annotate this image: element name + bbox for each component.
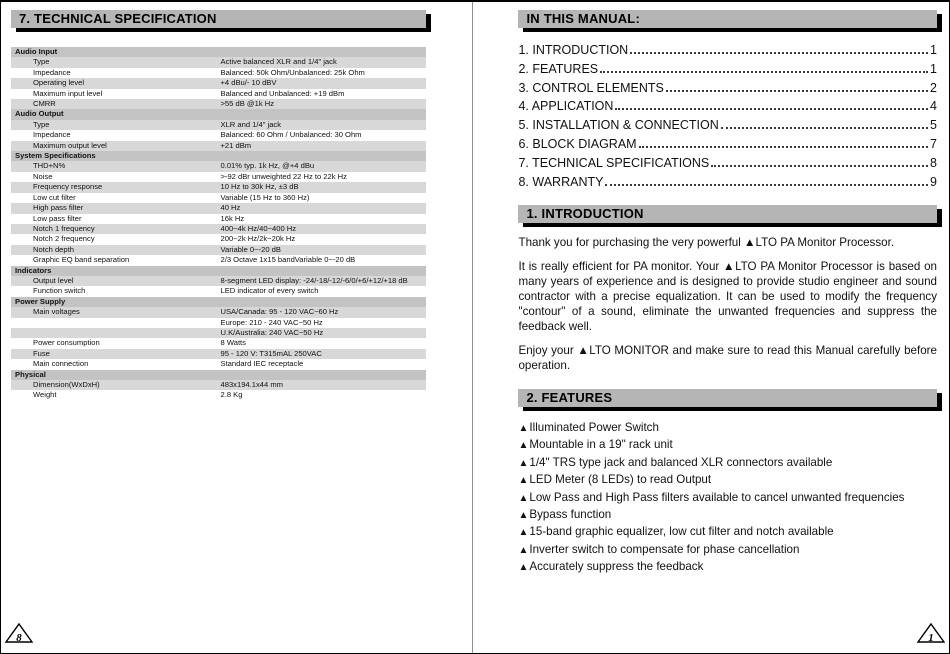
- triangle-bullet-icon: ▲: [518, 527, 529, 539]
- toc-item-label: 5. INSTALLATION & CONNECTION: [518, 118, 719, 133]
- spec-row: [11, 255, 426, 265]
- introduction-body: [518, 235, 937, 374]
- spec-section-row: [11, 370, 426, 380]
- toc-dot-leader: [630, 52, 928, 54]
- spec-row: [11, 349, 426, 359]
- features-heading: [518, 389, 937, 407]
- spec-value: LED indicator of every switch: [220, 286, 319, 296]
- spec-value: U.K/Australia: 240 VAC~50 Hz: [219, 328, 427, 338]
- page-number-right-text: 1: [928, 632, 934, 644]
- spec-section-label: Physical: [11, 370, 426, 380]
- feature-text: 1/4" TRS type jack and balanced XLR connectors available: [529, 455, 833, 469]
- spec-label: Notch 1 frequency: [11, 224, 219, 234]
- spec-section-label: Power Supply: [11, 297, 426, 307]
- toc-item-label: 8. WARRANTY: [518, 174, 604, 189]
- triangle-bullet-icon: ▲: [518, 510, 529, 522]
- triangle-bullet-icon: ▲: [518, 423, 529, 435]
- toc-item-label: 4. APPLICATION: [518, 99, 614, 114]
- spec-value: 400~4k Hz/40~400 Hz: [219, 224, 427, 234]
- feature-text: Accurately suppress the feedback: [529, 560, 704, 574]
- toc-dot-leader: [605, 184, 928, 186]
- corner-triangle-right: [917, 622, 945, 644]
- spec-label: Low pass filter: [33, 213, 82, 223]
- spec-label: Notch 2 frequency: [33, 234, 95, 244]
- spec-value: 483x194.1x44 mm: [219, 380, 427, 390]
- spec-value: 8-segment LED display: -24/-18/-12/-6/0/+6/+12/+18 dB: [219, 276, 427, 286]
- toc-item-label: 7. TECHNICAL SPECIFICATIONS: [518, 155, 710, 170]
- features-title: 2. FEATURES: [526, 390, 613, 406]
- feature-item: [518, 421, 937, 434]
- spec-section-label: System Specifications: [11, 151, 426, 161]
- feature-text: Mountable in a 19" rack unit: [529, 438, 673, 452]
- in-this-manual-title: IN THIS MANUAL:: [526, 11, 640, 26]
- feature-item: [518, 560, 937, 573]
- spec-row: [11, 120, 426, 130]
- spec-row: [11, 245, 426, 255]
- page-number-right: [917, 622, 945, 649]
- toc-item: [518, 43, 937, 57]
- toc-dot-leader: [639, 146, 928, 148]
- spec-row: [11, 390, 426, 400]
- feature-item: [518, 438, 937, 451]
- toc-page-number: 9: [930, 174, 937, 189]
- spec-value: Balanced and Unbalanced: +19 dBm: [220, 88, 345, 98]
- introduction-title: 1. INTRODUCTION: [526, 205, 644, 221]
- toc-page-number: 2: [930, 80, 937, 95]
- toc-dot-leader: [666, 90, 928, 92]
- toc-item-label: 3. CONTROL ELEMENTS: [518, 80, 664, 95]
- spec-label: Impedance: [33, 130, 71, 140]
- spec-label: Maximum input level: [33, 88, 103, 98]
- spec-section-row: [11, 47, 426, 57]
- spec-value: Balanced: 60 Ohm / Unbalanced: 30 Ohm: [220, 130, 362, 140]
- introduction-paragraph: Enjoy your ▲LTO MONITOR and make sure to read this Manual carefully before operation.: [518, 343, 937, 373]
- spec-label: Output level: [11, 276, 219, 286]
- toc-page-number: 5: [930, 118, 937, 133]
- spec-row: [11, 78, 426, 88]
- spec-value: 16k Hz: [220, 213, 245, 223]
- feature-item: [518, 491, 937, 504]
- feature-item: [518, 543, 937, 556]
- toc-dot-leader: [600, 71, 928, 73]
- technical-specification-heading: [11, 10, 426, 28]
- spec-row: [11, 99, 426, 109]
- spec-value: 40 Hz: [219, 203, 427, 213]
- spec-label: Operating level: [11, 78, 219, 88]
- spec-section-row: [11, 266, 426, 276]
- spec-label: Graphic EQ band separation: [33, 255, 130, 265]
- page-introduction: [473, 2, 949, 653]
- spec-row: [11, 193, 426, 203]
- spec-value: Europe: 210 - 240 VAC~50 Hz: [220, 317, 323, 327]
- spec-row: [11, 224, 426, 234]
- spec-label: Low cut filter: [33, 192, 76, 202]
- feature-text: LED Meter (8 LEDs) to read Output: [529, 473, 712, 487]
- introduction-heading: [518, 205, 937, 223]
- spec-value: >55 dB @1k Hz: [219, 99, 427, 109]
- spec-value: Active balanced XLR and 1/4" jack: [219, 57, 427, 67]
- toc-item: [518, 156, 937, 170]
- toc-dot-leader: [615, 108, 928, 110]
- spec-row: [11, 68, 426, 78]
- toc-item-label: 1. INTRODUCTION: [518, 43, 629, 57]
- spec-value: >-92 dBr unweighted 22 Hz to 22k Hz: [220, 171, 347, 181]
- spec-row: [11, 328, 426, 338]
- toc-page-number: 1: [930, 43, 937, 57]
- feature-text: Low Pass and High Pass filters available to cancel unwanted frequencies: [529, 490, 905, 504]
- spec-label: Function switch: [33, 286, 86, 296]
- spec-label: Notch depth: [11, 245, 219, 255]
- spec-section-label: Audio Output: [11, 109, 426, 119]
- triangle-bullet-icon: ▲: [518, 544, 529, 556]
- spec-value: +21 dBm: [219, 141, 427, 151]
- spec-row: [11, 307, 426, 317]
- triangle-bullet-icon: ▲: [518, 440, 529, 452]
- spec-row: [11, 182, 426, 192]
- feature-text: Bypass function: [529, 508, 612, 522]
- toc-item: [518, 99, 937, 113]
- triangle-bullet-icon: ▲: [518, 562, 529, 574]
- spec-value: Standard IEC receptacle: [220, 359, 304, 369]
- spec-row: [11, 318, 426, 328]
- spec-label: Main connection: [33, 359, 89, 369]
- spec-value: 2/3 Octave 1x15 bandVariable 0~-20 dB: [220, 255, 356, 265]
- spec-label: CMRR: [11, 99, 219, 109]
- feature-text: Illuminated Power Switch: [529, 421, 659, 435]
- toc-item-label: 6. BLOCK DIAGRAM: [518, 136, 637, 151]
- spec-row: [11, 214, 426, 224]
- toc-dot-leader: [711, 165, 928, 167]
- spec-row: [11, 130, 426, 140]
- toc-item: [518, 62, 937, 76]
- feature-item: [518, 456, 937, 469]
- feature-item: [518, 508, 937, 521]
- spec-label: Noise: [33, 171, 53, 181]
- spec-row: [11, 203, 426, 213]
- spec-label: [11, 328, 219, 338]
- spec-label: Fuse: [11, 349, 219, 359]
- toc-item: [518, 81, 937, 95]
- spec-label: Frequency response: [11, 182, 219, 192]
- feature-item: [518, 525, 937, 538]
- spec-label: Impedance: [33, 67, 71, 77]
- spec-value: 8 Watts: [220, 338, 246, 348]
- spec-row: [11, 89, 426, 99]
- triangle-bullet-icon: ▲: [518, 475, 529, 487]
- toc-page-number: 4: [930, 99, 937, 114]
- triangle-bullet-icon: ▲: [518, 457, 529, 469]
- toc-page-number: 8: [930, 155, 937, 170]
- spec-section-row: [11, 109, 426, 119]
- toc-item: [518, 175, 937, 189]
- feature-text: 15-band graphic equalizer, low cut filter and notch available: [529, 525, 834, 539]
- technical-specification-title: 7. TECHNICAL SPECIFICATION: [19, 11, 217, 26]
- spec-row: [11, 234, 426, 244]
- spec-label: THD+N%: [11, 161, 219, 171]
- spec-row: [11, 172, 426, 182]
- spec-row: [11, 380, 426, 390]
- features-list: [518, 421, 937, 573]
- spec-row: [11, 359, 426, 369]
- corner-triangle-left: [5, 622, 33, 644]
- page-number-left: [5, 622, 33, 649]
- spec-value: 0.01% typ. 1k Hz, @+4 dBu: [219, 161, 427, 171]
- spec-value: Variable 0~-20 dB: [219, 245, 427, 255]
- toc-list: [518, 43, 937, 189]
- in-this-manual-heading: [518, 10, 937, 28]
- introduction-paragraph: It is really efficient for PA monitor. Your ▲LTO PA Monitor Processor is based on many years of experience and is designed to provide studio engineer and sound contractor with a precise equalization. It can be used to modify the frequency "contour" of a sound, eliminate the unwanted frequencies and suppress the feedback well.: [518, 259, 937, 333]
- toc-item: [518, 118, 937, 132]
- spec-label: Maximum output level: [11, 141, 219, 151]
- spec-table-body: [11, 47, 426, 401]
- spec-label: [11, 318, 219, 328]
- spec-value: 2.8 Kg: [220, 390, 243, 400]
- toc-page-number: 1: [930, 61, 937, 76]
- toc-dot-leader: [721, 127, 928, 129]
- spec-label: Type: [11, 57, 219, 67]
- spec-value: Variable (15 Hz to 360 Hz): [220, 192, 310, 202]
- spec-label: Type: [11, 120, 219, 130]
- spec-row: [11, 286, 426, 296]
- spec-value: USA/Canada: 95 - 120 VAC~60 Hz: [219, 307, 427, 317]
- spec-section-label: Audio Input: [11, 47, 426, 57]
- spec-section-label: Indicators: [11, 266, 426, 276]
- triangle-bullet-icon: ▲: [518, 492, 529, 504]
- spec-row: [11, 141, 426, 151]
- spec-label: Weight: [33, 390, 57, 400]
- page-technical-specification: [1, 2, 472, 653]
- spec-value: +4 dBu/- 10 dBV: [219, 78, 427, 88]
- introduction-paragraph: Thank you for purchasing the very powerful ▲LTO PA Monitor Processor.: [518, 235, 895, 249]
- feature-text: Inverter switch to compensate for phase cancellation: [529, 542, 800, 556]
- spec-row: [11, 276, 426, 286]
- spec-section-row: [11, 151, 426, 161]
- toc-page-number: 7: [930, 136, 937, 151]
- toc-item-label: 2. FEATURES: [518, 61, 599, 76]
- spec-value: 95 - 120 V: T315mAL 250VAC: [219, 349, 427, 359]
- toc-item: [518, 137, 937, 151]
- spec-row: [11, 338, 426, 348]
- spec-value: Balanced: 50k Ohm/Unbalanced: 25k Ohm: [220, 67, 365, 77]
- spec-table: [11, 47, 426, 401]
- spec-value: 200~2k Hz/2k~20k Hz: [220, 234, 296, 244]
- page-number-left-text: 8: [16, 632, 22, 644]
- spec-section-row: [11, 297, 426, 307]
- spec-label: Dimension(WxDxH): [11, 380, 219, 390]
- spec-value: XLR and 1/4" jack: [219, 120, 427, 130]
- spec-row: [11, 57, 426, 67]
- spec-value: 10 Hz to 30k Hz, ±3 dB: [219, 182, 427, 192]
- spec-label: Main voltages: [11, 307, 219, 317]
- feature-item: [518, 473, 937, 486]
- spec-row: [11, 161, 426, 171]
- spec-label: High pass filter: [11, 203, 219, 213]
- spec-label: Power consumption: [33, 338, 100, 348]
